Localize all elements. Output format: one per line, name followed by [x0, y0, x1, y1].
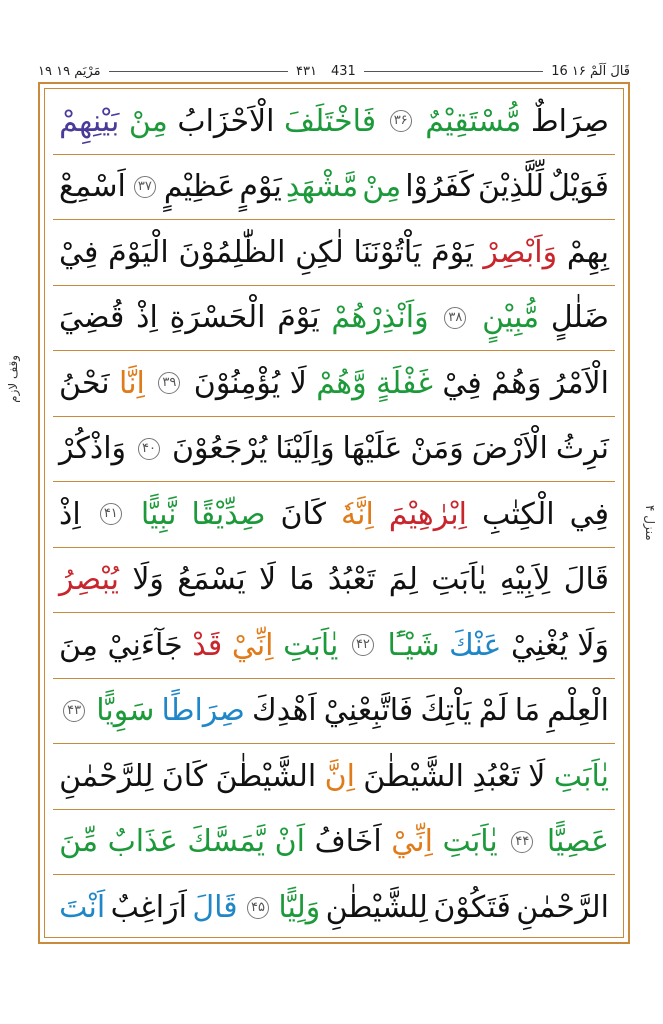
word: يُبْصِرُ — [59, 562, 120, 598]
word: مِنْ — [128, 103, 168, 139]
header-rule-right — [364, 71, 543, 72]
word: مَا — [514, 693, 541, 729]
text-line — [53, 744, 615, 810]
word: الظّٰلِمُوْنَ — [178, 234, 286, 270]
text-line — [53, 351, 615, 417]
word: كَفَرُوْا — [405, 169, 475, 205]
ayah-number: ۳۹ — [158, 372, 180, 394]
word: يٰاَبَتِ — [553, 758, 609, 794]
word: مَّشْهَدِ — [285, 169, 359, 205]
word: تَعْبُدُ — [327, 562, 376, 598]
word: كَانَ — [161, 758, 208, 794]
word: فَاتَّبِعْنِيْ — [323, 693, 414, 729]
word: الْاَمْرُ — [550, 365, 609, 401]
word: نَرِثُ — [555, 431, 609, 467]
word: صِرَاطٌ — [530, 103, 609, 139]
word: صِرَاطًا — [161, 693, 245, 729]
word: تَعْبُدِ — [472, 758, 520, 794]
word: وَمَنْ — [410, 431, 464, 467]
word: الْحَسْرَةِ — [169, 300, 266, 336]
word: سَوِيًّا — [96, 693, 155, 729]
header-rule-left — [109, 71, 288, 72]
word: وَّهُمْ — [316, 365, 367, 401]
word: اَخَافُ — [314, 824, 382, 860]
word: مِنْ — [362, 169, 402, 205]
ayah-number: ۴۳ — [63, 700, 85, 722]
word: فِيْ — [59, 234, 99, 270]
word: وَلِيًّا — [278, 890, 321, 926]
surah-name: ۱۹ مَرْيَم ۱۹ — [38, 63, 101, 79]
word: اِنَّهٗ — [341, 496, 374, 532]
ayah-number: ۴۵ — [247, 897, 269, 919]
word: بِهِمْ — [566, 234, 609, 270]
word: اَنْ — [274, 824, 306, 860]
word: اَرَاغِبٌ — [110, 890, 187, 926]
word: صِدِّيْقًا — [191, 496, 266, 532]
text-line — [53, 482, 615, 548]
word: الْاَحْزَابُ — [177, 103, 275, 139]
juz-name: 16 قَالَ اَلَمْ ۱۶ — [551, 63, 630, 79]
text-line — [53, 613, 615, 679]
word: لَا — [289, 365, 307, 401]
word: يَوْمَ — [431, 234, 474, 270]
word: لِمَ — [388, 562, 418, 598]
text-area — [44, 88, 624, 938]
word: ضَلٰلٍ — [550, 300, 609, 336]
word: وَاَبْصِرْ — [483, 234, 558, 270]
word: يَوْمَ — [277, 300, 320, 336]
page-frame — [38, 82, 630, 944]
word: عَنْكَ — [449, 627, 502, 663]
word: لِلرَّحْمٰنِ — [59, 758, 154, 794]
word: يَاْتِكَ — [420, 693, 472, 729]
side-note-left: وقف لازم — [6, 355, 20, 403]
word: مِنَ — [59, 627, 98, 663]
text-line — [53, 810, 615, 876]
word: وَاذْكُرْ — [59, 431, 127, 467]
word: عَصِيًّا — [546, 824, 609, 860]
word: الْعِلْمِ — [547, 693, 609, 729]
word: كَانَ — [280, 496, 326, 532]
word: مُّسْتَقِيْمٌ — [425, 103, 522, 139]
word: لِّلَّذِيْنَ — [478, 169, 545, 205]
word: لَا — [258, 562, 277, 598]
word: يٰاَبَتِ — [431, 562, 487, 598]
word: قُضِيَ — [59, 300, 125, 336]
word: الرَّحْمٰنِ — [516, 890, 609, 926]
word: بَيْنِهِمْ — [59, 103, 120, 139]
page-header — [38, 60, 630, 82]
ayah-number: ۴۰ — [138, 438, 160, 460]
ayah-number: ۴۱ — [100, 503, 122, 525]
word: يَاْتُوْنَنَا — [353, 234, 422, 270]
word: وَاَنْذِرْهُمْ — [331, 300, 429, 336]
ayah-number: ۴۴ — [511, 831, 533, 853]
word: شَيْـًٔا — [387, 627, 440, 663]
word: قَدْ — [192, 627, 223, 663]
word: غَفْلَةٍ — [376, 365, 433, 401]
ayah-number: ۳۷ — [134, 176, 156, 198]
word: وَلَا — [132, 562, 164, 598]
word: فَاخْتَلَفَ — [284, 103, 377, 139]
page-number-arabic: ۴۳۱ — [296, 63, 317, 79]
word: يَوْمٍ — [239, 169, 282, 205]
text-line — [53, 286, 615, 352]
side-note-right: منزل ۴ — [643, 505, 657, 541]
word: اَهْدِكَ — [252, 693, 317, 729]
page-number: 431 — [330, 63, 356, 79]
ayah-number: ۳۶ — [390, 110, 412, 132]
word: اِبْرٰهِيْمَ — [388, 496, 467, 532]
word: مِّنَ — [59, 824, 99, 860]
text-line — [53, 548, 615, 614]
word: نَحْنُ — [59, 365, 110, 401]
word: اِنِّيْ — [231, 627, 274, 663]
word: فِيْ — [442, 365, 482, 401]
word: اِذْ — [59, 496, 81, 532]
word: يُرْجَعُوْنَ — [171, 431, 268, 467]
word: وَلَا — [577, 627, 609, 663]
text-line — [53, 155, 615, 221]
word: قَالَ — [563, 562, 609, 598]
word: قَالَ — [192, 890, 238, 926]
word: يَسْمَعُ — [177, 562, 246, 598]
word: اِذْ — [136, 300, 158, 336]
text-line — [53, 220, 615, 286]
text-line — [53, 417, 615, 483]
word: لٰكِنِ — [295, 234, 344, 270]
word: الشَّيْطٰنَ — [363, 758, 465, 794]
word: اَنْتَ — [59, 890, 106, 926]
word: مَا — [289, 562, 315, 598]
word: يُغْنِيْ — [510, 627, 568, 663]
text-line — [53, 89, 615, 155]
text-line — [53, 875, 615, 941]
word: فَتَكُوْنَ — [433, 890, 511, 926]
word: الْيَوْمَ — [108, 234, 169, 270]
word: وَاِلَيْنَا — [275, 431, 335, 467]
word: الْكِتٰبِ — [482, 496, 555, 532]
word: عَلَيْهَا — [342, 431, 403, 467]
word: الْاَرْضَ — [471, 431, 548, 467]
word: عَظِيْمٍ — [163, 169, 236, 205]
word: اَسْمِعْ — [59, 169, 126, 205]
word: نَّبِيًّا — [140, 496, 177, 532]
ayah-number: ۴۲ — [352, 634, 374, 656]
word: يَّمَسَّكَ — [187, 824, 266, 860]
word: الشَّيْطٰنَ — [215, 758, 317, 794]
ayah-number: ۳۸ — [444, 307, 466, 329]
word: لِاَبِيْهِ — [499, 562, 551, 598]
text-line — [53, 679, 615, 745]
word: اِنِّيْ — [391, 824, 433, 860]
word: يٰاَبَتِ — [442, 824, 498, 860]
word: اِنَّا — [119, 365, 145, 401]
word: يُؤْمِنُوْنَ — [193, 365, 281, 401]
word: لَا — [528, 758, 546, 794]
word: يٰاَبَتِ — [283, 627, 339, 663]
word: فَوَيْلٌ — [548, 169, 609, 205]
word: وَهُمْ — [491, 365, 542, 401]
word: عَذَابٌ — [107, 824, 178, 860]
word: فِي — [569, 496, 609, 532]
word: مُّبِيْنٍ — [482, 300, 540, 336]
word: جَآءَنِيْ — [107, 627, 183, 663]
word: لَمْ — [478, 693, 508, 729]
word: لِلشَّيْطٰنِ — [325, 890, 428, 926]
word: اِنَّ — [324, 758, 355, 794]
